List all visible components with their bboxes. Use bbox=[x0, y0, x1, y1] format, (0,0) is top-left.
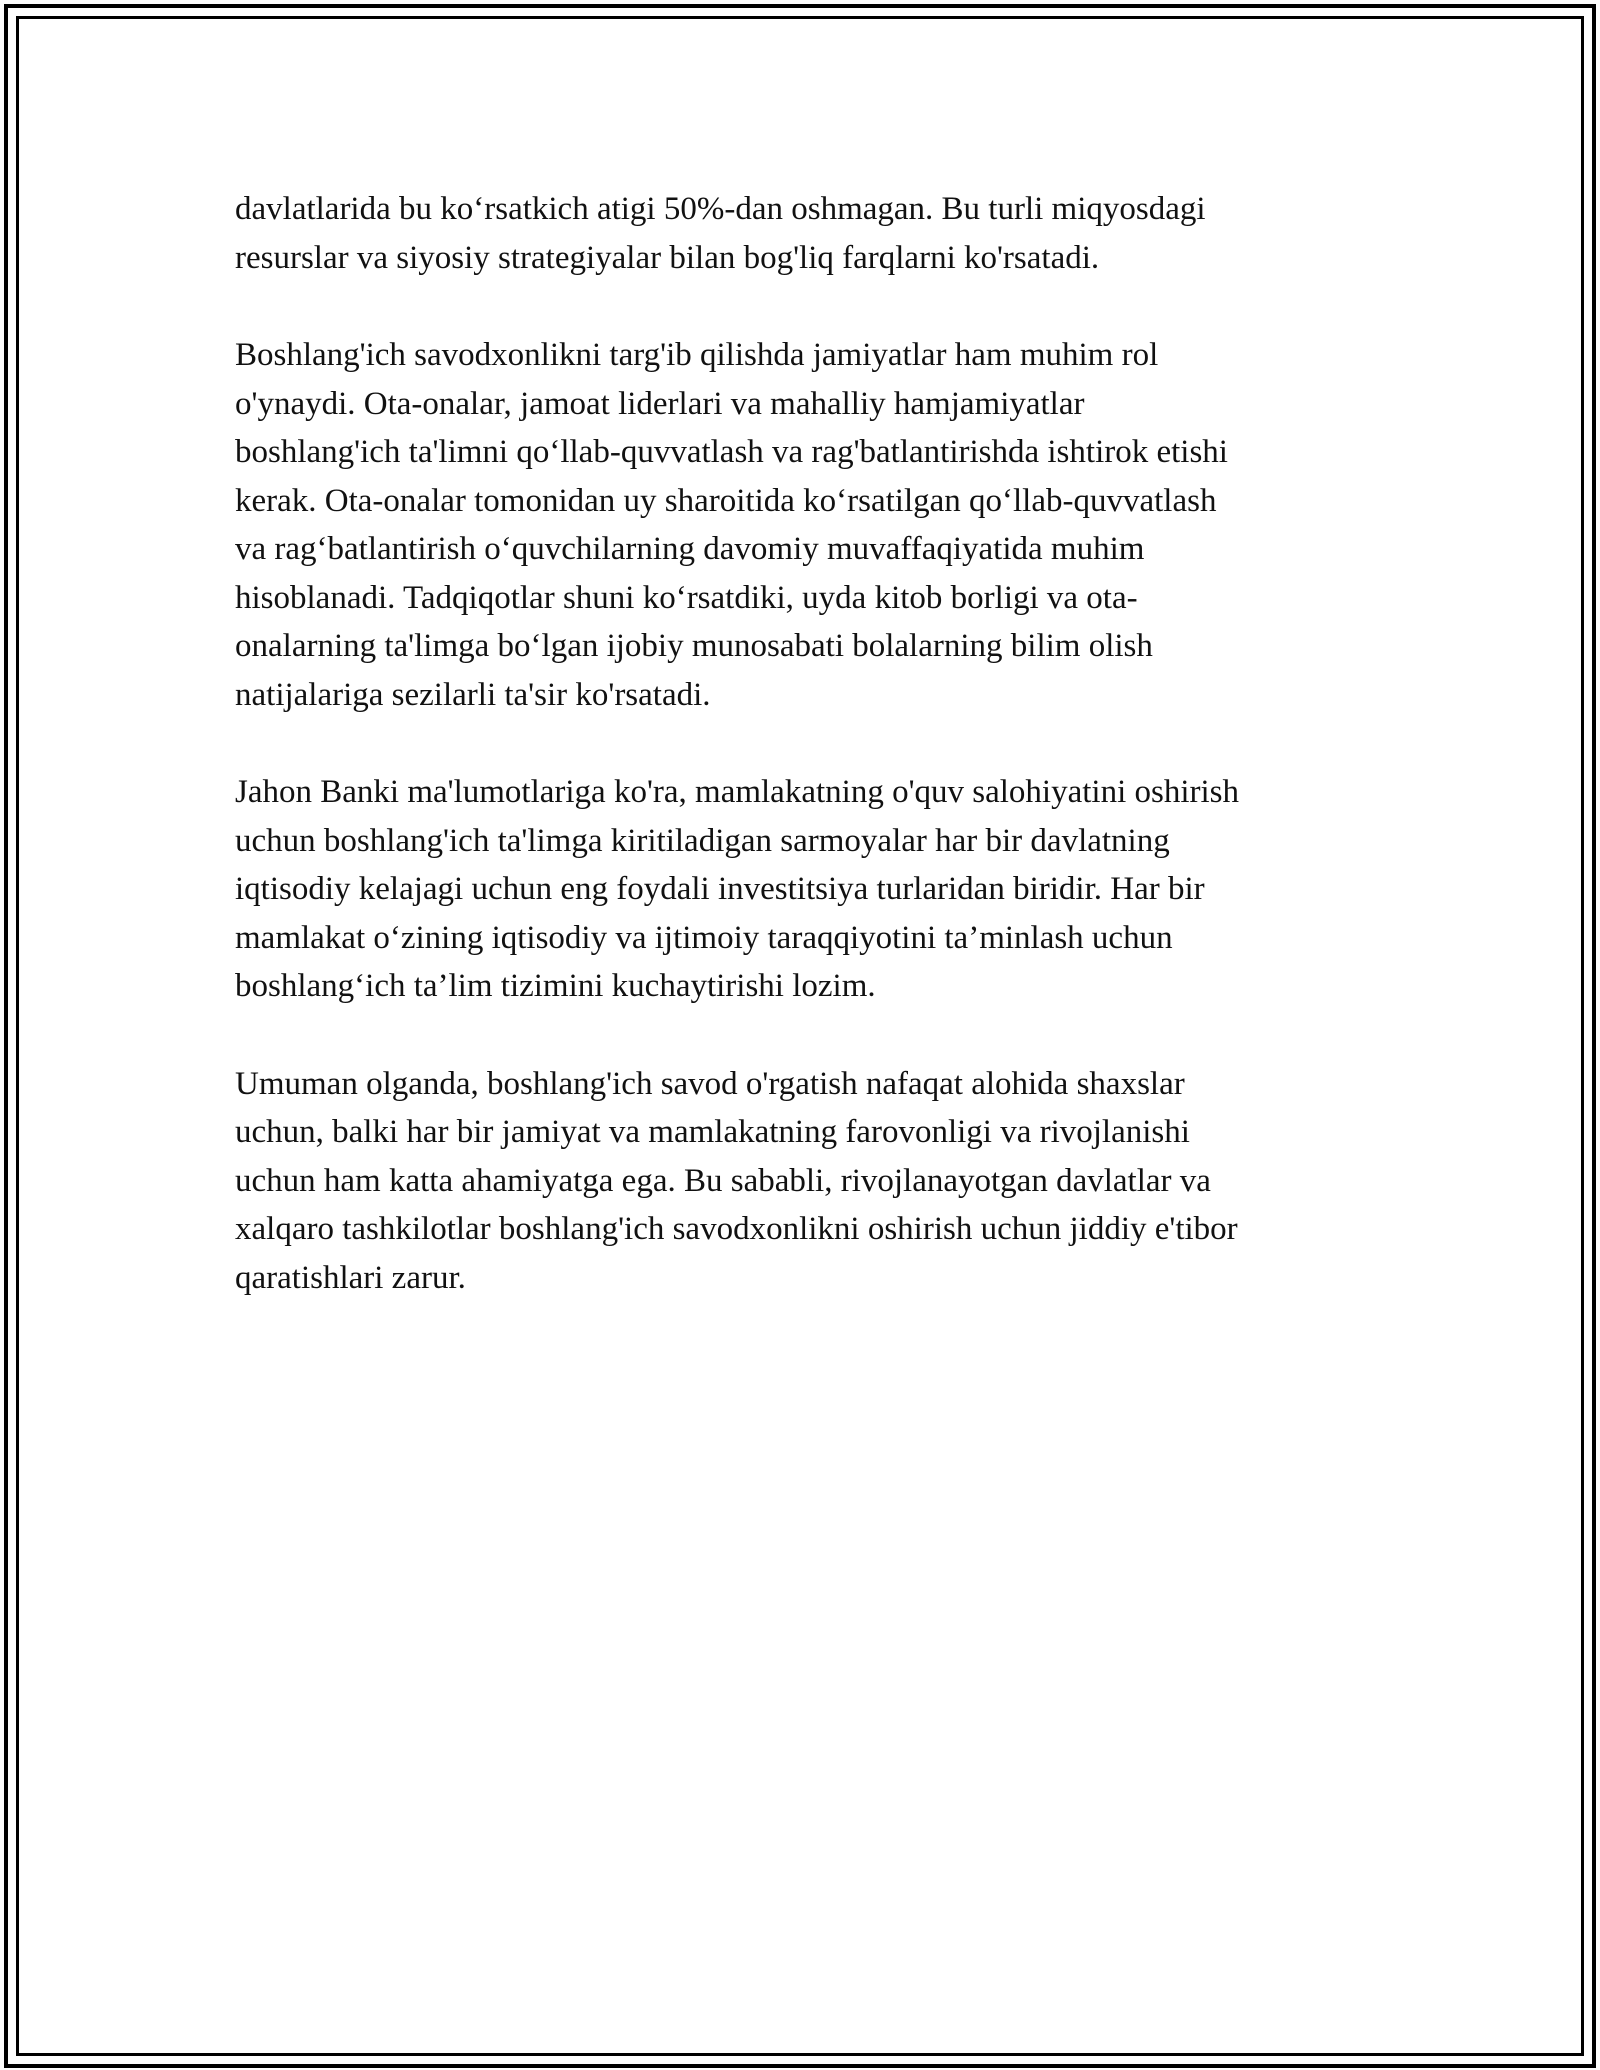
text-line: uchun boshlang'ich ta'limga kiritiladigan sarmoyalar har bir davlatning bbox=[235, 822, 1170, 859]
text-line: uchun ham katta ahamiyatga ega. Bu sababli, rivojlanayotgan davlatlar va bbox=[235, 1162, 1211, 1199]
text-line: natijalariga sezilarli ta'sir ko'rsatadi. bbox=[235, 676, 711, 713]
text-line: resurslar va siyosiy strategiyalar bilan bog'liq farqlarni ko'rsatadi. bbox=[235, 239, 1100, 276]
text-line: Boshlang'ich savodxonlikni targ'ib qilishda jamiyatlar ham muhim rol bbox=[235, 337, 1159, 373]
paragraph bbox=[235, 331, 1365, 719]
paragraph bbox=[235, 185, 1365, 282]
text-line: onalarning ta'limga bo‘lgan ijobiy munosabati bolalarning bilim olish bbox=[235, 628, 1153, 664]
text-line: iqtisodiy kelajagi uchun eng foydali investitsiya turlaridan biridir. Har bir bbox=[235, 871, 1205, 907]
text-line: va rag‘batlantirish o‘quvchilarning davomiy muvaffaqiyatida muhim bbox=[235, 531, 1145, 567]
document-body bbox=[235, 185, 1365, 1351]
text-line: davlatlarida bu ko‘rsatkich atigi 50%-dan oshmagan. Bu turli miqyosdagi bbox=[235, 191, 1206, 227]
text-line: hisoblanadi. Tadqiqotlar shuni ko‘rsatdiki, uyda kitob borligi va ota- bbox=[235, 579, 1138, 616]
text-line: xalqaro tashkilotlar boshlang'ich savodxonlikni oshirish uchun jiddiy e'tibor bbox=[235, 1211, 1238, 1247]
text-line: kerak. Ota-onalar tomonidan uy sharoitida ko‘rsatilgan qo‘llab-quvvatlash bbox=[235, 482, 1217, 519]
paragraph bbox=[235, 768, 1365, 1011]
text-line: o'ynaydi. Ota-onalar, jamoat liderlari va mahalliy hamjamiyatlar bbox=[235, 385, 1085, 422]
text-line: boshlang'ich ta'limni qo‘llab-quvvatlash va rag'batlantirishda ishtirok etishi bbox=[235, 434, 1228, 470]
text-line: Umuman olganda, boshlang'ich savod o'rgatish nafaqat alohida shaxslar bbox=[235, 1065, 1185, 1102]
paragraph bbox=[235, 1060, 1365, 1303]
text-line: boshlang‘ich ta’lim tizimini kuchaytirishi lozim. bbox=[235, 968, 876, 1004]
text-line: uchun, balki har bir jamiyat va mamlakatning farovonligi va rivojlanishi bbox=[235, 1114, 1190, 1150]
text-line: qaratishlari zarur. bbox=[235, 1259, 466, 1296]
text-line: mamlakat o‘zining iqtisodiy va ijtimoiy taraqqiyotini ta’minlash uchun bbox=[235, 919, 1173, 956]
text-line: Jahon Banki ma'lumotlariga ko'ra, mamlakatning o'quv salohiyatini oshirish bbox=[235, 774, 1240, 810]
